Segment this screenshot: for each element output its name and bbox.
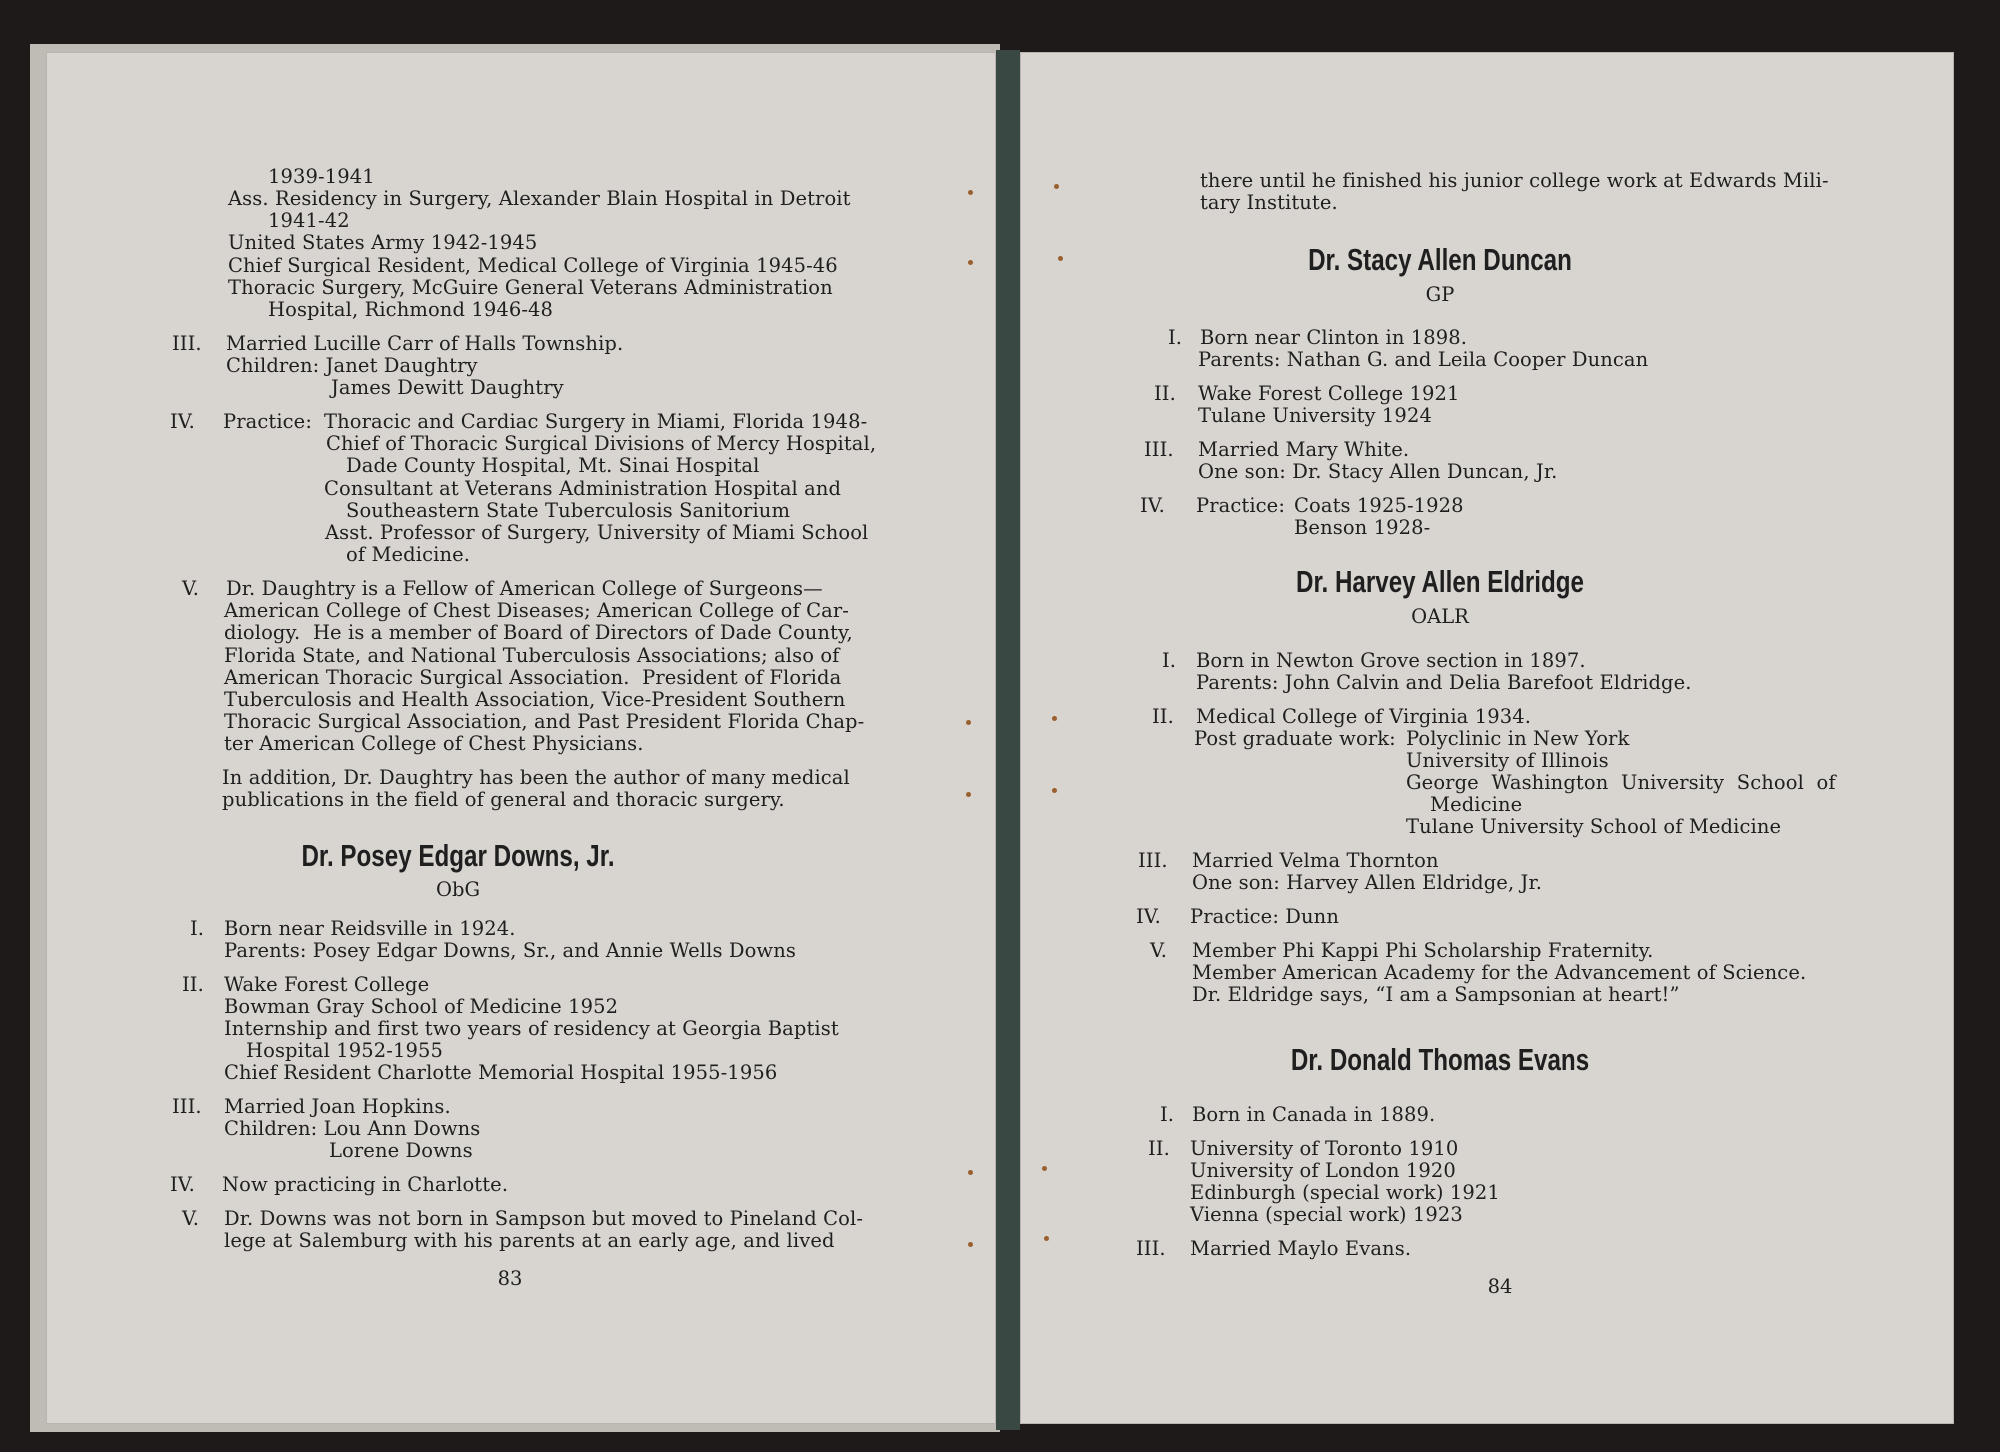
section-numeral: II. bbox=[1152, 705, 1174, 728]
binding-hole bbox=[966, 792, 971, 797]
specialty-label: OALR bbox=[1411, 605, 1469, 628]
page-number: 84 bbox=[1487, 1275, 1513, 1298]
text-line: Tulane University School of Medicine bbox=[1406, 815, 1782, 838]
text-line: diology. He is a member of Board of Directors of Dade County, bbox=[224, 621, 853, 644]
text-line: Bowman Gray School of Medicine 1952 bbox=[224, 995, 619, 1018]
text-line: Wake Forest College 1921 bbox=[1198, 382, 1460, 405]
text-line: One son: Harvey Allen Eldridge, Jr. bbox=[1192, 871, 1543, 894]
text-line: Practice: Dunn bbox=[1190, 905, 1340, 928]
specialty-label: GP bbox=[1425, 283, 1455, 306]
binding-hole bbox=[1052, 788, 1057, 793]
binding-hole bbox=[1054, 184, 1059, 189]
text-line: Lorene Downs bbox=[329, 1139, 473, 1162]
doctor-name-heading: Dr. Harvey Allen Eldridge bbox=[1295, 564, 1585, 599]
binding-hole bbox=[1042, 1166, 1047, 1171]
text-line: Tulane University 1924 bbox=[1198, 404, 1432, 427]
text-line: Thoracic Surgery, McGuire General Veterans Administration bbox=[228, 276, 833, 299]
text-line: Ass. Residency in Surgery, Alexander Blain Hospital in Detroit bbox=[228, 187, 851, 210]
binding-hole bbox=[1058, 256, 1063, 261]
practice-label: Practice: bbox=[223, 410, 312, 433]
text-line: Married Mary White. bbox=[1198, 438, 1410, 461]
text-line: Medical College of Virginia 1934. bbox=[1196, 705, 1532, 728]
section-numeral: III. bbox=[172, 1095, 202, 1118]
text-line: ter American College of Chest Physicians. bbox=[224, 732, 644, 755]
section-numeral: V. bbox=[182, 1207, 200, 1230]
section-numeral: II. bbox=[1148, 1137, 1170, 1160]
text-line: Coats 1925-1928 bbox=[1294, 494, 1464, 517]
text-line: Wake Forest College bbox=[224, 973, 430, 996]
text-line: Vienna (special work) 1923 bbox=[1190, 1203, 1463, 1226]
section-numeral: III. bbox=[1136, 1237, 1166, 1260]
text-line: Married Maylo Evans. bbox=[1190, 1237, 1412, 1260]
text-line: Children: Lou Ann Downs bbox=[224, 1117, 481, 1140]
text-line: Parents: Nathan G. and Leila Cooper Duncan bbox=[1198, 348, 1649, 371]
doctor-name-heading: Dr. Donald Thomas Evans bbox=[1290, 1042, 1590, 1077]
section-numeral: I. bbox=[1160, 1103, 1175, 1126]
text-line: 1939-1941 bbox=[268, 165, 375, 188]
text-line: American Thoracic Surgical Association. President of Florida bbox=[224, 666, 842, 689]
text-line: Married Velma Thornton bbox=[1192, 849, 1439, 872]
section-numeral: III. bbox=[172, 332, 202, 355]
text-line: University of London 1920 bbox=[1190, 1159, 1456, 1182]
text-line: Tuberculosis and Health Association, Vice-President Southern bbox=[224, 688, 846, 711]
text-line: Thoracic Surgical Association, and Past President Florida Chap- bbox=[224, 710, 865, 733]
right-page bbox=[1020, 52, 1954, 1424]
text-line: Chief of Thoracic Surgical Divisions of Mercy Hospital, bbox=[326, 432, 877, 455]
text-line: Dr. Daughtry is a Fellow of American College of Surgeons— bbox=[226, 577, 823, 600]
section-numeral: III. bbox=[1138, 849, 1168, 872]
practice-label: Practice: bbox=[1196, 494, 1285, 517]
text-line: University of Toronto 1910 bbox=[1190, 1137, 1459, 1160]
text-line: Asst. Professor of Surgery, University of Miami School bbox=[325, 521, 869, 544]
section-numeral: I. bbox=[190, 917, 205, 940]
text-line: Parents: Posey Edgar Downs, Sr., and Annie Wells Downs bbox=[224, 939, 796, 962]
text-line: Dr. Eldridge says, “I am a Sampsonian at heart!” bbox=[1192, 983, 1680, 1006]
text-line: of Medicine. bbox=[346, 543, 471, 566]
binding-hole bbox=[968, 260, 973, 265]
text-line: Medicine bbox=[1430, 793, 1523, 816]
text-line: James Dewitt Daughtry bbox=[331, 376, 564, 399]
text-line: Member Phi Kappi Phi Scholarship Fraternity. bbox=[1192, 939, 1654, 962]
binding-hole bbox=[968, 1242, 973, 1247]
text-line: Born in Newton Grove section in 1897. bbox=[1196, 649, 1586, 672]
section-numeral: II. bbox=[182, 973, 204, 996]
post-graduate-label: Post graduate work: bbox=[1194, 727, 1396, 750]
text-line: Florida State, and National Tuberculosis Associations; also of bbox=[224, 644, 840, 667]
text-line: Married Joan Hopkins. bbox=[224, 1095, 451, 1118]
book-spine bbox=[996, 50, 1020, 1430]
section-numeral: IV. bbox=[1140, 494, 1165, 517]
doctor-name-heading: Dr. Posey Edgar Downs, Jr. bbox=[301, 838, 615, 873]
text-line: Southeastern State Tuberculosis Sanitorium bbox=[346, 499, 791, 522]
text-line: 1941-42 bbox=[268, 209, 350, 232]
text-line: Hospital 1952-1955 bbox=[246, 1039, 444, 1062]
text-line: Children: Janet Daughtry bbox=[226, 354, 478, 377]
text-line: Consultant at Veterans Administration Hospital and bbox=[324, 477, 842, 500]
text-line: Thoracic and Cardiac Surgery in Miami, Florida 1948- bbox=[324, 410, 868, 433]
section-numeral: I. bbox=[1162, 649, 1177, 672]
text-line: Chief Surgical Resident, Medical College of Virginia 1945-46 bbox=[228, 254, 838, 277]
text-line: In addition, Dr. Daughtry has been the author of many medical bbox=[222, 766, 850, 789]
text-line: Dr. Downs was not born in Sampson but moved to Pineland Col- bbox=[224, 1207, 864, 1230]
text-line: Chief Resident Charlotte Memorial Hospital 1955-1956 bbox=[224, 1061, 778, 1084]
text-line: Born in Canada in 1889. bbox=[1192, 1103, 1436, 1126]
left-page bbox=[46, 52, 996, 1424]
text-line: Dade County Hospital, Mt. Sinai Hospital bbox=[346, 454, 760, 477]
text-line: Born near Clinton in 1898. bbox=[1200, 326, 1468, 349]
page-number: 83 bbox=[497, 1267, 523, 1290]
text-line: One son: Dr. Stacy Allen Duncan, Jr. bbox=[1198, 460, 1558, 483]
text-line: lege at Salemburg with his parents at an early age, and lived bbox=[224, 1229, 835, 1252]
text-line: Internship and first two years of residency at Georgia Baptist bbox=[224, 1017, 839, 1040]
text-line: George Washington University School of bbox=[1406, 771, 1836, 794]
text-line: publications in the field of general and thoracic surgery. bbox=[222, 788, 785, 811]
section-numeral: I. bbox=[1168, 326, 1183, 349]
text-line: tary Institute. bbox=[1200, 191, 1338, 214]
text-line: University of Illinois bbox=[1406, 749, 1609, 772]
section-numeral: IV. bbox=[1136, 905, 1161, 928]
section-numeral: IV. bbox=[170, 410, 195, 433]
text-line: United States Army 1942-1945 bbox=[228, 231, 538, 254]
text-line: Member American Academy for the Advancement of Science. bbox=[1192, 961, 1807, 984]
section-numeral: III. bbox=[1144, 438, 1174, 461]
binding-hole bbox=[966, 720, 971, 725]
text-line: Married Lucille Carr of Halls Township. bbox=[226, 332, 624, 355]
binding-hole bbox=[968, 1170, 973, 1175]
binding-hole bbox=[1044, 1236, 1049, 1241]
binding-hole bbox=[1052, 716, 1057, 721]
text-line: Now practicing in Charlotte. bbox=[222, 1173, 509, 1196]
text-line: Born near Reidsville in 1924. bbox=[224, 917, 516, 940]
text-line: American College of Chest Diseases; American College of Car- bbox=[224, 599, 849, 622]
section-numeral: V. bbox=[182, 577, 200, 600]
section-numeral: V. bbox=[1150, 939, 1168, 962]
section-numeral: IV. bbox=[170, 1173, 195, 1196]
binding-hole bbox=[968, 190, 973, 195]
specialty-label: ObG bbox=[435, 878, 481, 901]
text-line: Polyclinic in New York bbox=[1406, 727, 1630, 750]
text-line: Hospital, Richmond 1946-48 bbox=[268, 298, 554, 321]
text-line: there until he finished his junior college work at Edwards Mili- bbox=[1200, 169, 1829, 192]
section-numeral: II. bbox=[1154, 382, 1176, 405]
text-line: Edinburgh (special work) 1921 bbox=[1190, 1181, 1500, 1204]
doctor-name-heading: Dr. Stacy Allen Duncan bbox=[1308, 242, 1572, 277]
text-line: Parents: John Calvin and Delia Barefoot Eldridge. bbox=[1196, 671, 1692, 694]
text-line: Benson 1928- bbox=[1294, 516, 1431, 539]
